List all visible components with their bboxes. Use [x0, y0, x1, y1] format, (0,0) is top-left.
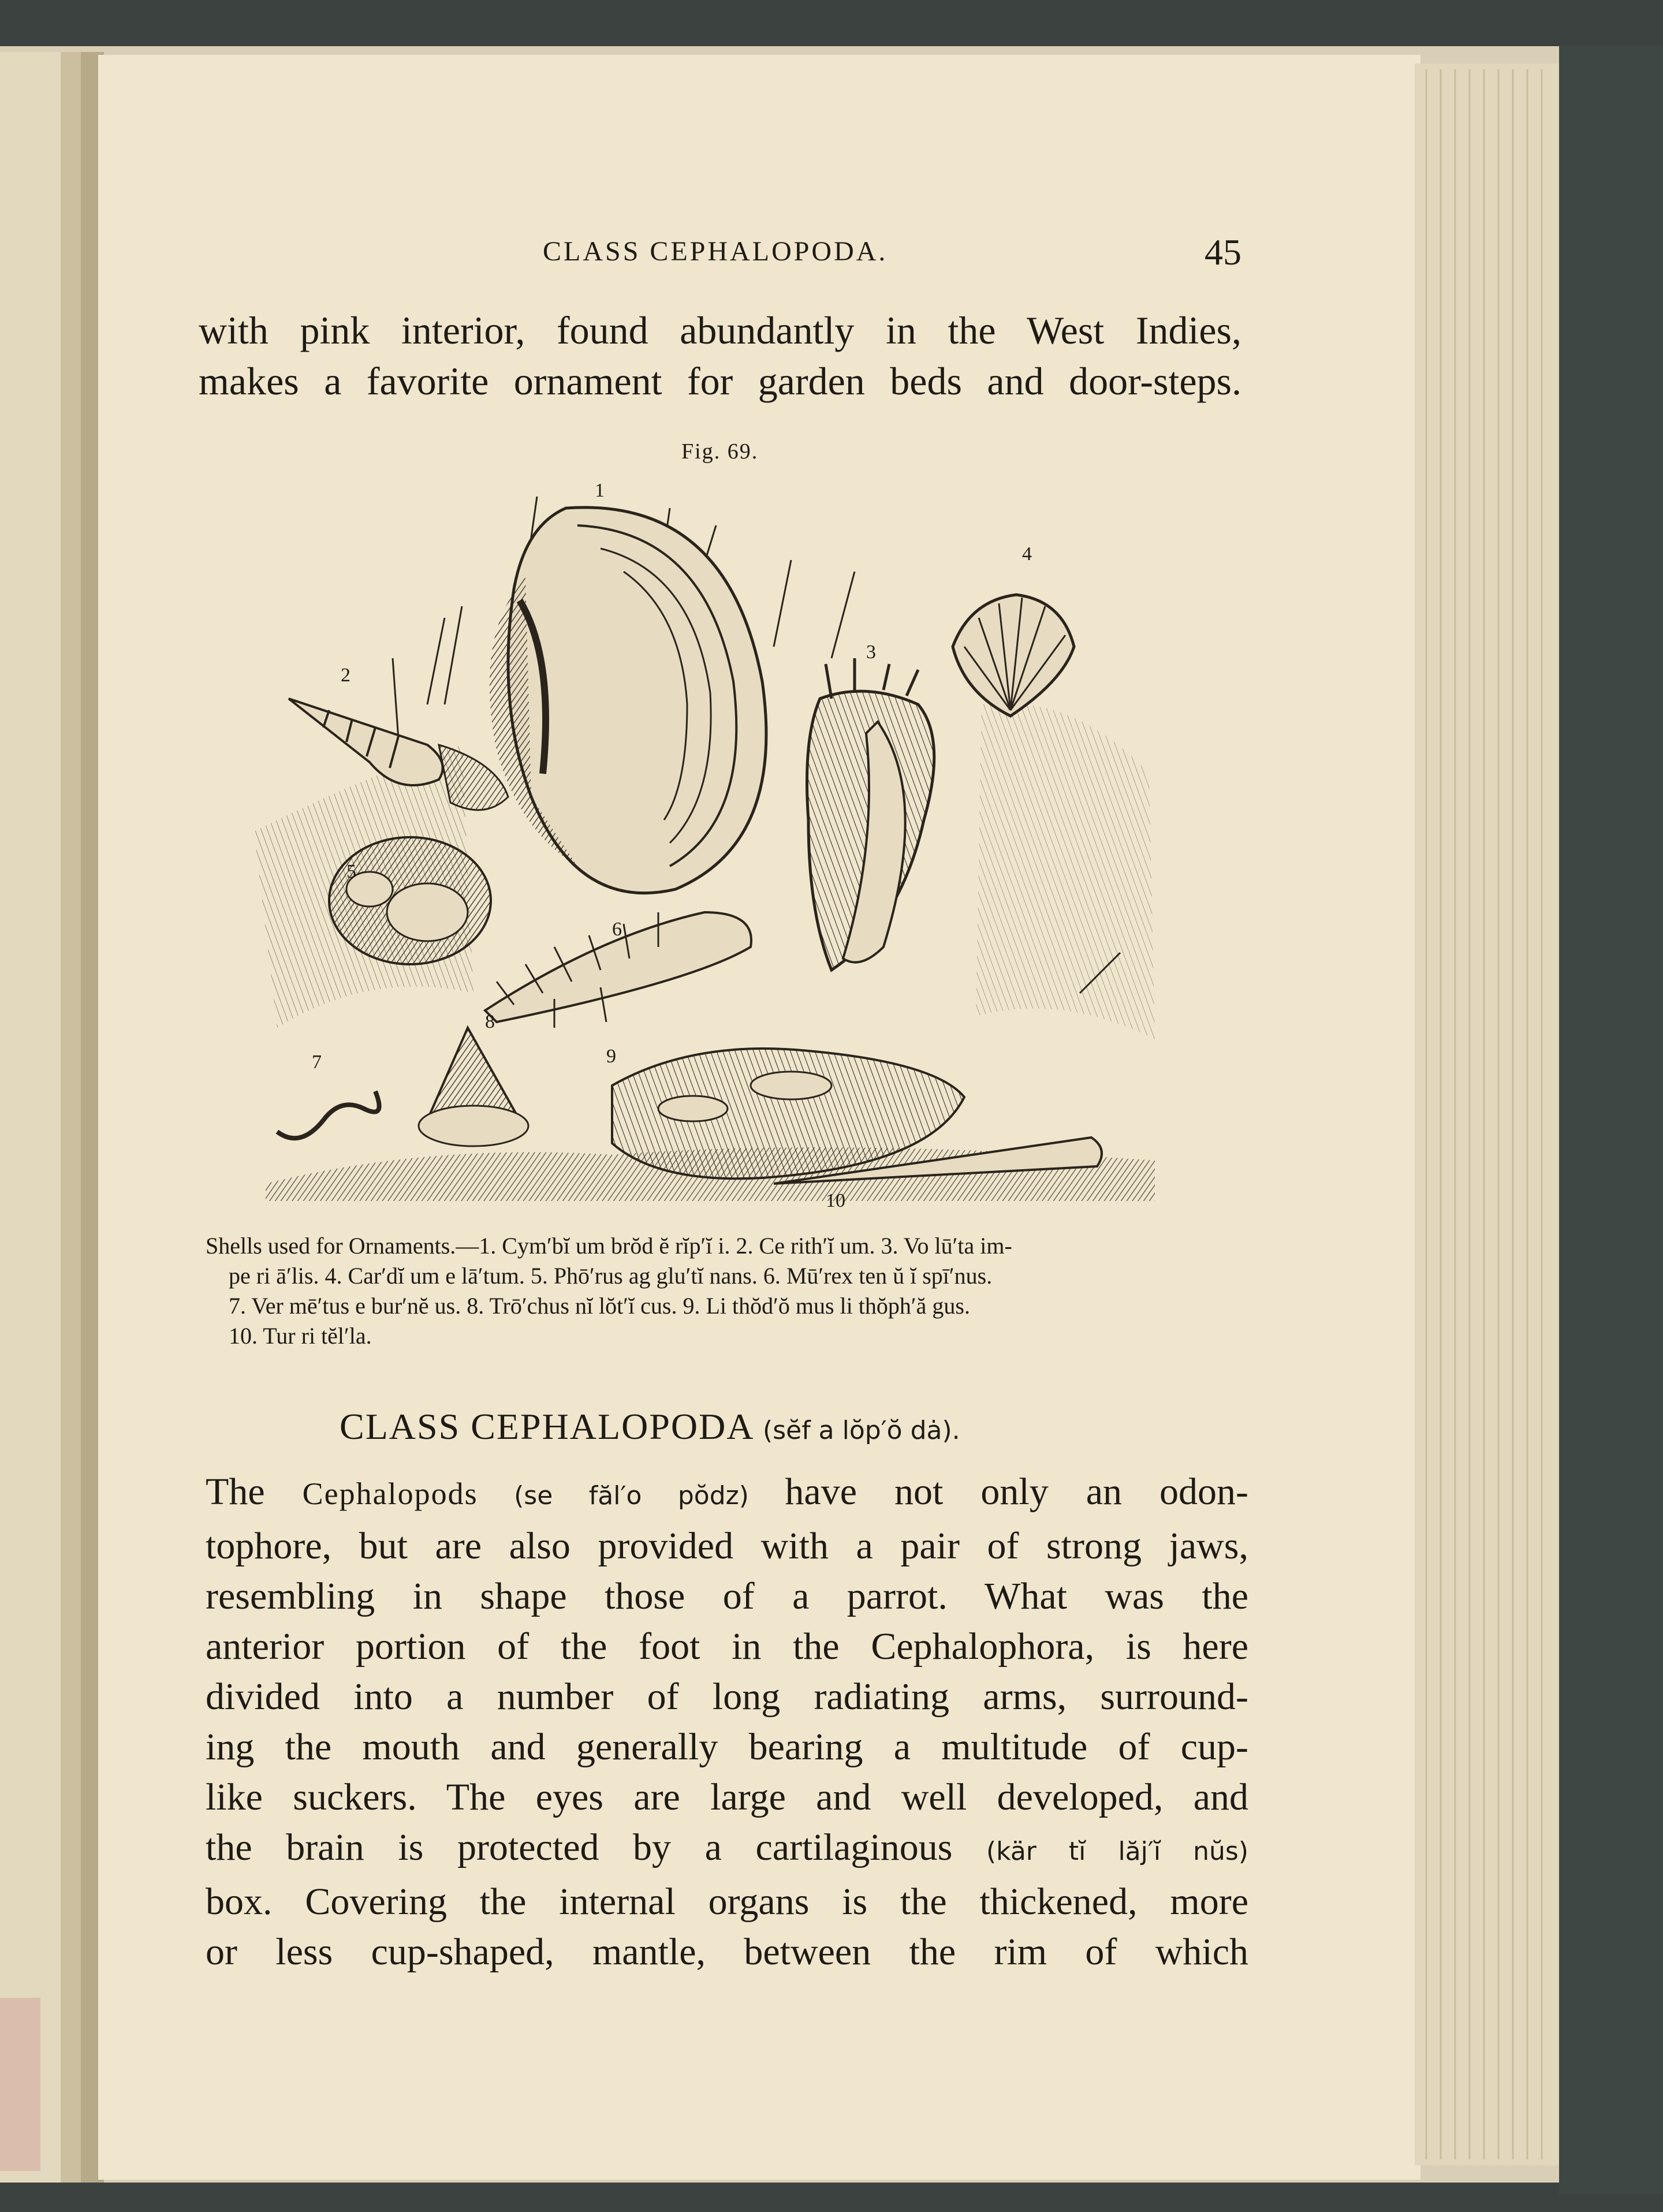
figure-label: Fig. 69.	[681, 439, 759, 464]
text-line: or less cup-shaped, mantle, between the rim of which	[206, 1931, 1248, 1973]
text-line: ing the mouth and generally bearing a multitude of cup-	[206, 1726, 1248, 1768]
fig-number: 7	[312, 1051, 322, 1073]
section-pronunciation: (sĕf a lŏp′ŏ dȧ).	[763, 1416, 960, 1445]
pronunciation: (se făl′o pŏdz)	[478, 1481, 785, 1510]
fig-number: 10	[826, 1190, 845, 1211]
text-line	[206, 1467, 1248, 1521]
fig-number: 2	[341, 665, 351, 686]
text-line: tophore, but are also provided with a pair of strong jaws,	[206, 1525, 1248, 1567]
shell-cardium	[953, 595, 1074, 716]
shell-trochus	[419, 1028, 528, 1146]
fig-number: 4	[1022, 543, 1032, 565]
shell-phorus	[329, 837, 491, 964]
caption-line: Shells used for Ornaments.—1. Cym′bĭ um brŏd ĕ rĭp′ĭ i. 2. Ce rith′ĭ um. 3. Vo lū′ta im-	[206, 1233, 1012, 1259]
body-paragraph	[206, 1467, 1248, 1977]
lead-paragraph	[199, 305, 1241, 406]
shell-vermetus	[277, 1091, 379, 1138]
fig-number: 3	[866, 641, 876, 663]
fig-number: 6	[612, 919, 622, 940]
caption-line: 10. Tur ri tĕl′la.	[229, 1323, 372, 1349]
book-cover	[1559, 46, 1663, 2194]
fig-number: 8	[485, 1011, 495, 1032]
text-line: makes a favorite ornament for garden beds and door-steps.	[199, 359, 1241, 403]
page-number: 45	[1205, 232, 1241, 273]
pronunciation: (kär tĭ lăj′ĭ nŭs)	[986, 1837, 1249, 1866]
text-run: have not only an odon-	[785, 1471, 1248, 1513]
page-block-edge	[1415, 64, 1559, 2165]
text-line	[206, 1822, 1248, 1877]
caption-line: pe ri ā′lis. 4. Car′dĭ um e lā′tum. 5. Phō′rus ag glu′tĭ nans. 6. Mū′rex ten ŭ ĭ spī′nus.	[229, 1263, 993, 1289]
text-line: like suckers. The eyes are large and well developed, and	[206, 1776, 1248, 1818]
section-title: CLASS CEPHALOPODA	[340, 1406, 753, 1447]
text-line: with pink interior, found abundantly in the West Indies,	[199, 308, 1241, 352]
fig-number: 1	[595, 480, 605, 501]
shell-voluta	[807, 658, 934, 970]
figure-caption	[206, 1231, 1256, 1351]
text-run: The	[206, 1471, 303, 1513]
fig-number: 5	[346, 861, 356, 882]
caption-line: 7. Ver mē′tus e bur′nĕ us. 8. Trō′chus nĭ lŏt′ĭ cus. 9. Li thŏd′ŏ mus li thŏph′ă gus.	[229, 1293, 970, 1319]
section-heading	[340, 1405, 1263, 1448]
small-caps-term: Cephalopods	[302, 1476, 478, 1511]
text-run: the brain is protected by a cartilaginous	[206, 1826, 986, 1868]
text-line: box. Covering the internal organs is the thickened, more	[206, 1881, 1248, 1923]
running-header	[543, 232, 1241, 276]
shells-engraving	[254, 473, 1172, 1222]
running-header-title: CLASS CEPHALOPODA.	[543, 236, 888, 267]
text-line: divided into a number of long radiating arms, surround-	[206, 1676, 1248, 1718]
shell-cymbium	[490, 508, 766, 893]
fig-number: 9	[606, 1046, 616, 1067]
text-line: resembling in shape those of a parrot. What was the	[206, 1575, 1248, 1617]
text-line: anterior portion of the foot in the Cephalophora, is here	[206, 1625, 1248, 1668]
